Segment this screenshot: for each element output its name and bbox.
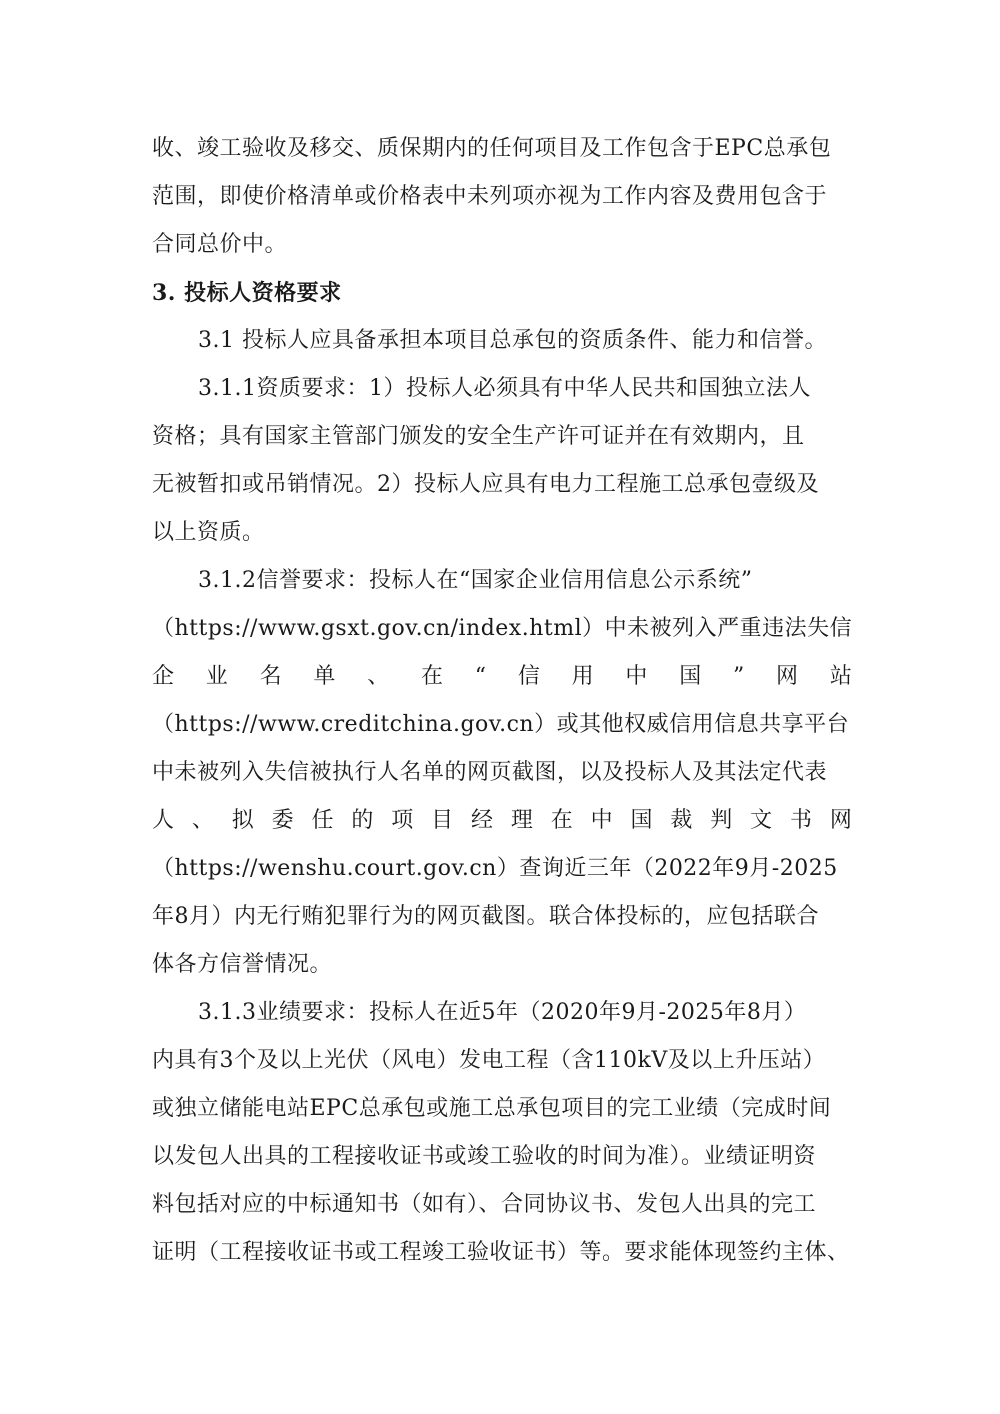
body-line: 范围，即使价格清单或价格表中未列项亦视为工作内容及费用包含于 [152,184,828,209]
spread-char: 中 [590,808,613,833]
spread-line [152,806,852,836]
spread-char: 项 [391,808,414,833]
spread-char: 目 [431,808,454,833]
spread-char: 信 [517,664,540,689]
body-line: 体各方信誉情况。 [152,952,333,977]
body-line: 无被暂扣或吊销情况。2）投标人应具有电力工程施工总承包壹级及 [152,472,819,497]
spread-char: 拟 [231,808,254,833]
spread-char: ” [733,664,745,689]
body-line: 收、竣工验收及移交、质保期内的任何项目及工作包含于EPC总承包 [152,136,832,161]
spread-char: 文 [750,808,773,833]
spread-char: 经 [471,808,494,833]
body-line: 证明（工程接收证书或工程竣工验收证书）等。要求能体现签约主体、 [152,1240,850,1265]
body-line: 以发包人出具的工程接收证书或竣工验收的时间为准）。业绩证明资 [152,1144,817,1169]
body-line: 或独立储能电站EPC总承包或施工总承包项目的完工业绩（完成时间 [152,1096,832,1121]
body-line: 中未被列入失信被执行人名单的网页截图，以及投标人及其法定代表 [152,760,828,785]
body-line: （https://www.creditchina.gov.cn）或其他权威信用信息共享平台 [152,712,850,737]
section-heading: 3. 投标人资格要求 [152,280,342,306]
spread-line [152,662,852,692]
spread-char: 中 [625,664,648,689]
body-line: 合同总价中。 [152,232,288,257]
body-line: 年8月）内无行贿犯罪行为的网页截图。联合体投标的，应包括联合 [152,904,819,929]
body-line: （https://www.gsxt.gov.cn/index.html）中未被列入严重违法失信 [152,616,852,641]
spread-char: 、 [191,808,214,833]
body-line: 资格；具有国家主管部门颁发的安全生产许可证并在有效期内，且 [152,424,805,449]
spread-char: 国 [679,664,702,689]
spread-char: “ [474,664,487,689]
spread-char: 网 [829,808,852,833]
spread-char: 裁 [670,808,693,833]
spread-char: 单 [313,664,336,689]
body-line: 3.1.3业绩要求：投标人在近5年（2020年9月-2025年8月） [198,1000,807,1025]
spread-char: 在 [550,808,573,833]
spread-char: 委 [271,808,294,833]
spread-char: 、 [367,664,390,689]
body-line: （https://wenshu.court.gov.cn）查询近三年（2022年9月-2025 [152,856,838,881]
body-line: 料包括对应的中标通知书（如有）、合同协议书、发包人出具的完工 [152,1192,817,1217]
spread-char: 理 [510,808,533,833]
body-line: 内具有3个及以上光伏（风电）发电工程（含110kV及以上升压站） [152,1048,826,1073]
spread-char: 业 [205,664,228,689]
spread-char: 网 [776,664,799,689]
spread-char: 在 [420,664,443,689]
spread-char: 书 [790,808,813,833]
spread-char: 国 [630,808,653,833]
body-line: 以上资质。 [152,520,265,545]
spread-char: 人 [152,808,175,833]
spread-char: 名 [259,664,282,689]
spread-char: 用 [571,664,594,689]
spread-char: 的 [351,808,374,833]
body-line: 3.1.2信誉要求：投标人在“国家企业信用信息公示系统” [198,568,753,593]
spread-char: 站 [829,664,852,689]
body-line: 3.1.1资质要求：1）投标人必须具有中华人民共和国独立法人 [198,376,811,401]
spread-char: 判 [710,808,733,833]
spread-char: 任 [311,808,334,833]
body-line: 3.1 投标人应具备承担本项目总承包的资质条件、能力和信誉。 [198,328,827,353]
spread-char: 企 [152,664,175,689]
